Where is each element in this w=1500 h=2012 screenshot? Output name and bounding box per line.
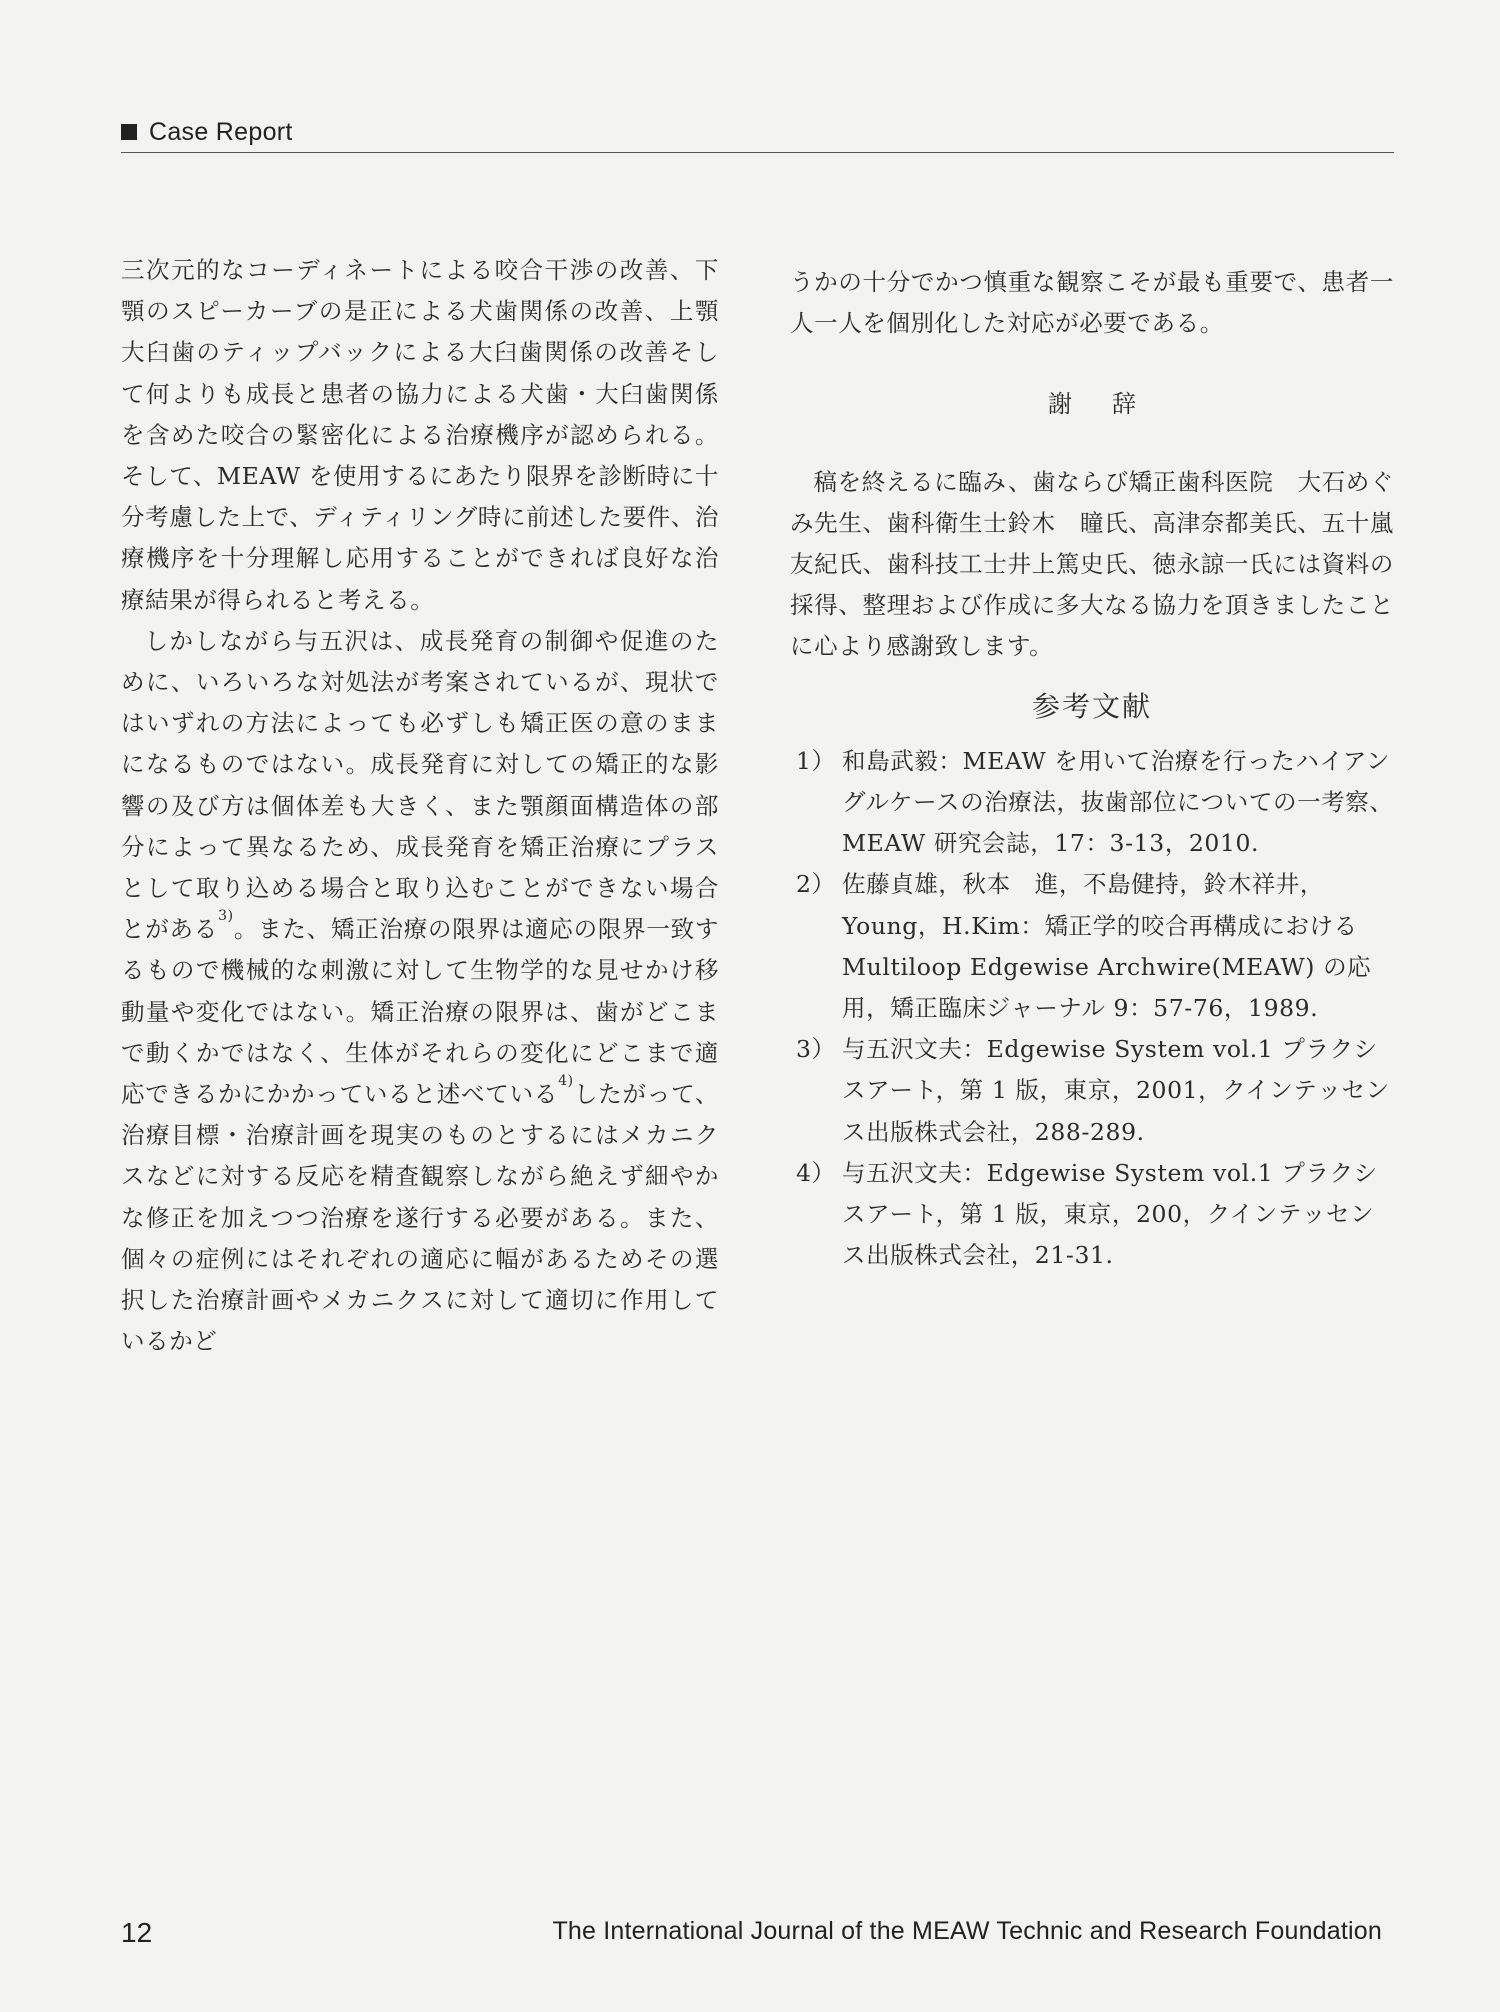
section-label: Case Report [149, 118, 293, 146]
reference-number: 4） [796, 1158, 836, 1187]
body-text: 。また、矯正治療の限界は適応の限界一致するもので機械的な刺激に対して生物学的な見せかけ移動量や変化ではない。矯正治療の限界は、歯がどこまで動くかではなく、生体がそれらの変化にどこまで適応できるかにかかっていると述べている [121, 915, 720, 1109]
reference-item [790, 1153, 1394, 1277]
right-column [790, 262, 1394, 1276]
body-text: したがって、治療目標・治療計画を現実のものとするにはメカニクスなどに対する反応を精査観察しながら絶えず細やかな修正を加えつつ治療を遂行する必要がある。また、個々の症例にはそれぞれの適応に幅があるためその選択した治療計画やメカニクスに対して適切に作用しているかど [121, 1080, 719, 1356]
citation-ref: 4) [558, 1073, 574, 1090]
running-header [121, 118, 1394, 153]
acknowledgement-title: 謝辞 [1048, 390, 1176, 419]
reference-number: 3） [796, 1035, 836, 1064]
body-paragraph: 三次元的なコーディネートによる咬合干渉の改善、下顎のスピーカーブの是正による犬歯関係の改善、上顎大臼歯のティップバックによる大臼歯関係の改善そして何よりも成長と患者の協力による犬歯・大臼歯関係を含めた咬合の緊密化による治療機序が認められる。そして、MEAW を使用するにあたり限界を診断時に十分考慮した上で、ディティリング時に前述した要件、治療機序を十分理解し応用することができれば良好な治療結果が得られると考える。 [121, 256, 719, 614]
reference-text: 和島武毅：MEAW を用いて治療を行ったハイアングルケースの治療法，抜歯部位についての一考察、MEAW 研究会誌，17：3-13，2010. [842, 746, 1394, 858]
body-text: しかしながら与五沢は、成長発育の制御や促進のために、いろいろな対処法が考案されているが、現状ではいずれの方法によっても必ずしも矯正医の意のままになるものではない。成長発育に対しての矯正的な影響の及び方は個体差も大きく、また顎顔面構造体の部分によって異なるため、成長発育を矯正治療にプラスとして取り込める場合と取り込むことができない場合とがある [121, 626, 719, 944]
reference-item [790, 864, 1394, 1029]
reference-text: 与五沢文夫：Edgewise System vol.1 プラクシスアート，第 1 版，東京，200，クインテッセンス出版株式会社，21-31. [842, 1158, 1378, 1270]
reference-item [790, 1029, 1394, 1153]
references-title: 参考文献 [1031, 689, 1152, 723]
journal-title: The International Journal of the MEAW Technic and Research Foundation [552, 1917, 1382, 1945]
acknowledgement-text: 稿を終えるに臨み、歯ならび矯正歯科医院 大石めぐみ先生、歯科衛生士鈴木 瞳氏、高津奈都美氏、五十嵐友紀氏、歯科技工士井上篤史氏、徳永諒一氏には資料の採得、整理および作成に多大なる協力を頂きましたことに心より感謝致します。 [790, 467, 1394, 661]
reference-item [790, 741, 1394, 865]
reference-number: 2） [796, 870, 836, 899]
citation-ref: 3) [218, 908, 234, 925]
body-paragraph: うかの十分でかつ慎重な観察こそが最も重要で、患者一人一人を個別化した対応が必要である。 [790, 268, 1394, 338]
body-paragraph [121, 621, 719, 1363]
reference-text: 与五沢文夫：Edgewise System vol.1 プラクシスアート，第 1 版，東京，2001，クインテッセンス出版株式会社，288-289. [842, 1035, 1390, 1146]
page-number: 12 [121, 1917, 153, 1948]
square-bullet-icon [121, 124, 137, 140]
left-column [121, 250, 719, 1362]
reference-number: 1） [796, 746, 836, 775]
reference-list [790, 741, 1394, 1277]
reference-text: 佐藤貞雄，秋本 進，不島健持，鈴木祥井，Young，H.Kim：矯正学的咬合再構成における Multiloop Edgewise Archwire(MEAW) の応用，矯正臨床ジャーナル 9：57-76，1989. [842, 870, 1372, 1023]
